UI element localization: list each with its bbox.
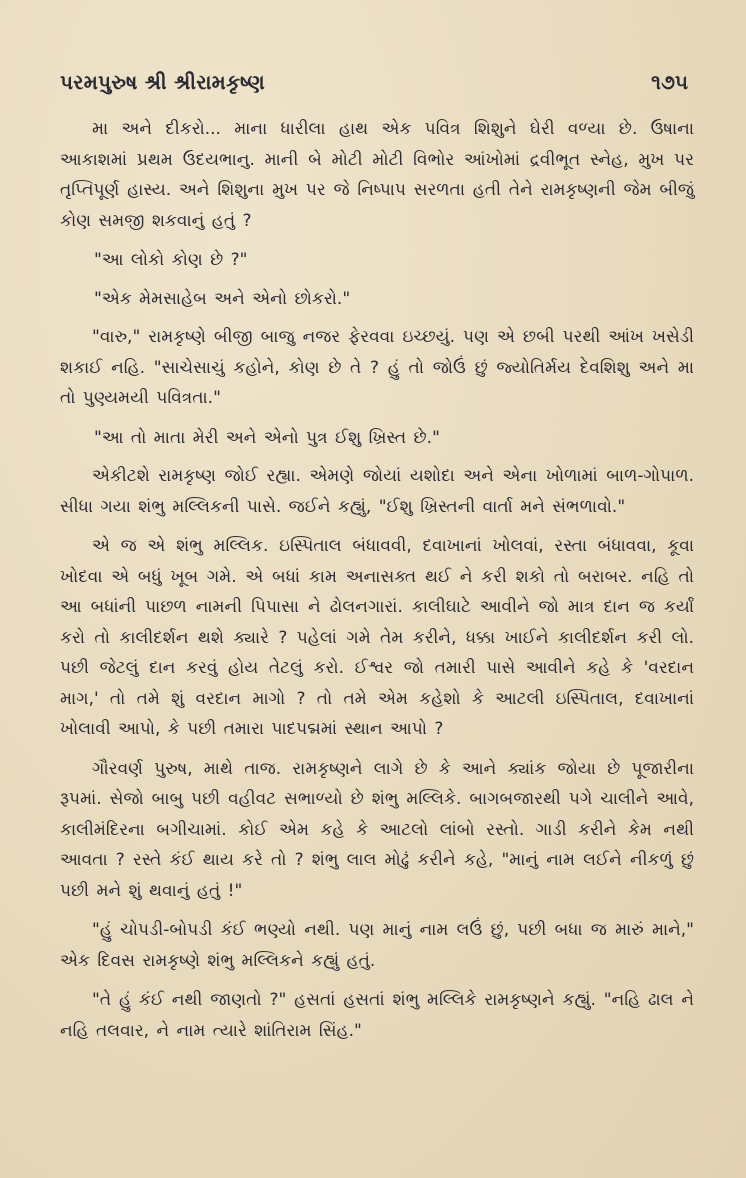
paragraph: મા અને દીકરો... માના ધારીલા હાથ એક પવિત્ર શિશુને ઘેરી વળ્યા છે. ઉષાના આકાશમાં પ્રથમ ઉદયભાનુ. માની બે મોટી મોટી વિભોર આંખોમાં દ્રવીભૂત સ્નેહ, મુખ પર તૃપ્તિપૂર્ણ હાસ્ય. અને શિશુના મુખ પર જે નિષ્પાપ સરળતા હતી તેને રામકૃષ્ણની જેમ બીજું કોણ સમજી શકવાનું હતું ? bbox=[60, 119, 694, 231]
dialogue-line: "આ લોકો કોણ છે ?" bbox=[94, 250, 248, 270]
paragraph: "વારુ," રામકૃષ્ણે બીજી બાજુ નજર ફેરવવા ઇચ્છયું. પણ એ છબી પરથી આંખ ખસેડી શકાઈ નહિ. "સાચેસાચું કહોને, કોણ છે તે ? હું તો જોઉં છું જ્યોતિર્મય દેવશિશુ અને મા તો પુણ્યમયી પવિત્રતા." bbox=[60, 327, 694, 408]
paragraph: "તે હું કંઈ નથી જાણતો ?" હસતાં હસતાં શંભુ મલ્લિકે રામકૃષ્ણને કહ્યું. "નહિ ઢાલ ને નહિ તલવાર, ને નામ ત્યારે શાંતિરામ સિંહ." bbox=[60, 990, 694, 1041]
dialogue-line: "આ તો માતા મેરી અને એનો પુત્ર ઈશુ ખ્રિસ્ત છે." bbox=[94, 427, 440, 448]
dialogue-line: "એક મેમસાહેબ અને એનો છોકરો." bbox=[94, 288, 351, 309]
running-head bbox=[60, 70, 694, 94]
body-text bbox=[60, 114, 694, 1046]
paragraph: "હું ચોપડી-બોપડી કંઈ ભણ્યો નથી. પણ માનું નામ લઉં છું, પછી બધા જ મારું માને," એક દિવસ રામકૃષ્ણે શંભુ મલ્લિકને કહ્યું હતું. bbox=[60, 920, 694, 971]
paragraph: એ જ એ શંભુ મલ્લિક. ઇસ્પિતાલ બંધાવવી, દવાખાનાં ખોલવાં, રસ્તા બંધાવવા, કૂવા ખોદવા એ બધું ખૂબ ગમે. એ બધાં કામ અનાસક્ત થઈ ને કરી શકો તો બરાબર. નહિ તો આ બધાંની પાછળ નામની પિપાસા ને ઢોલનગારાં. કાલીઘાટે આવીને જો માત્ર દાન જ કર્યાં કરો તો કાલીદર્શન થશે ક્યારે ? પહેલાં ગમે તેમ કરીને, ધક્કા ખાઈને કાલીદર્શન કરી લો. પછી જેટલું દાન કરવું હોય તેટલું કરો. ઈશ્વર જો તમારી પાસે આવીને કહે કે 'વરદાન માગ,' તો તમે શું વરદાન માગો ? તો તમે એમ કહેશો કે આટલી ઇસ્પિતાલ, દવાખાનાં ખોલાવી આપો, કે પછી તમારા પાદપદ્મમાં સ્થાન આપો ? bbox=[60, 536, 694, 739]
paragraph: ગૌરવર્ણ પુરુષ, માથે તાજ. રામકૃષ્ણને લાગે છે કે આને ક્યાંક જોયા છે પૂજારીના રૂપમાં. સેજો બાબુ પછી વહીવટ સભાળ્યો છે શંભુ મલ્લિકે. બાગબજારથી પગે ચાલીને આવે, કાલીમંદિરના બગીચામાં. કોઈ એમ કહે કે આટલો લાંબો રસ્તો. ગાડી કરીને કેમ નથી આવતા ? રસ્તે કંઈ થાય કરે તો ? શંભુ લાલ મોઢું કરીને કહે, "માનું નામ લઈને નીકળું છું પછી મને શું થવાનું હતું !" bbox=[60, 758, 694, 901]
running-title: પરમપુરુષ શ્રી શ્રીરામકૃષ્ણ bbox=[60, 70, 265, 94]
paragraph: એકીટશે રામકૃષ્ણ જોઈ રહ્યા. એમણે જોયાં યશોદા અને એના ખોળામાં બાળ-ગોપાળ. સીધા ગયા શંભુ મલ્લિકની પાસે. જઈને કહ્યું, "ઈશુ ખ્રિસ્તની વાર્તા મને સંભળાવો." bbox=[60, 466, 694, 517]
page-number: ૧૭૫ bbox=[651, 70, 688, 94]
